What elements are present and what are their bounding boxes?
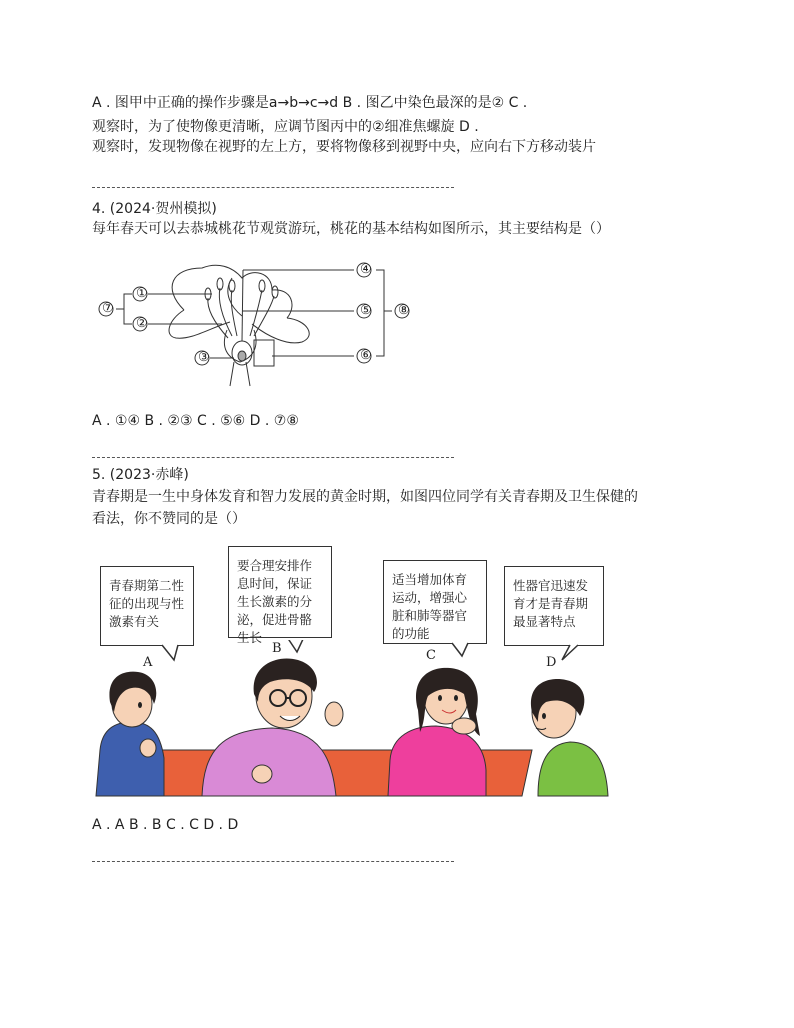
q4-options: A . ①④ B . ②③ C . ⑤⑥ D . ⑦⑧ bbox=[92, 413, 299, 429]
speaker-letter-a: A bbox=[143, 655, 153, 670]
q4-header: 4. (2024·贺州模拟) bbox=[92, 201, 217, 217]
speech-bubble-c: 适当增加体育运动，增强心脏和肺等器官的功能 bbox=[383, 560, 487, 644]
q4-stem: 每年春天可以去恭城桃花节观赏游玩，桃花的基本结构如图所示，其主要结构是（） bbox=[92, 221, 610, 237]
flower-label-7: ⑦ bbox=[102, 301, 114, 316]
speaker-letter-c: C bbox=[426, 648, 436, 663]
flower-label-1: ① bbox=[136, 286, 148, 301]
q5-header: 5. (2023·赤峰) bbox=[92, 467, 189, 483]
flower-label-4: ④ bbox=[360, 262, 372, 277]
flower-label-2: ② bbox=[136, 316, 148, 331]
q5-stem-line-1: 青春期是一生中身体发育和智力发展的黄金时期，如图四位同学有关青春期及卫生保健的 bbox=[92, 489, 638, 505]
q5-stem-line-2: 看法，你不赞同的是（） bbox=[92, 511, 246, 527]
separator bbox=[92, 861, 454, 862]
q5-options: A . A B . B C . C D . D bbox=[92, 817, 239, 833]
q3-option-line-1: A . 图甲中正确的操作步骤是a→b→c→d B . 图乙中染色最深的是② C . bbox=[92, 95, 528, 111]
flower-label-5: ⑤ bbox=[360, 303, 372, 318]
flower-label-6: ⑥ bbox=[360, 348, 372, 363]
separator bbox=[92, 457, 454, 458]
students-discussion-illustration bbox=[92, 640, 612, 800]
flower-label-8: ⑧ bbox=[398, 303, 410, 318]
speaker-letter-b: B bbox=[272, 641, 282, 656]
separator bbox=[92, 187, 454, 188]
q3-option-line-3: 观察时，发现物像在视野的左上方，要将物像移到视野中央，应向右下方移动装片 bbox=[92, 139, 596, 155]
flower-label-3: ③ bbox=[198, 350, 210, 365]
speech-bubble-d: 性器官迅速发育才是青春期最显著特点 bbox=[504, 566, 604, 646]
speaker-letter-d: D bbox=[546, 655, 557, 670]
speech-bubble-a: 青春期第二性征的出现与性激素有关 bbox=[100, 566, 194, 646]
speech-bubble-b: 要合理安排作息时间，保证生长激素的分泌，促进骨骼生长 bbox=[228, 546, 332, 638]
q3-option-line-2: 观察时，为了使物像更清晰，应调节图丙中的②细准焦螺旋 D . bbox=[92, 119, 479, 135]
